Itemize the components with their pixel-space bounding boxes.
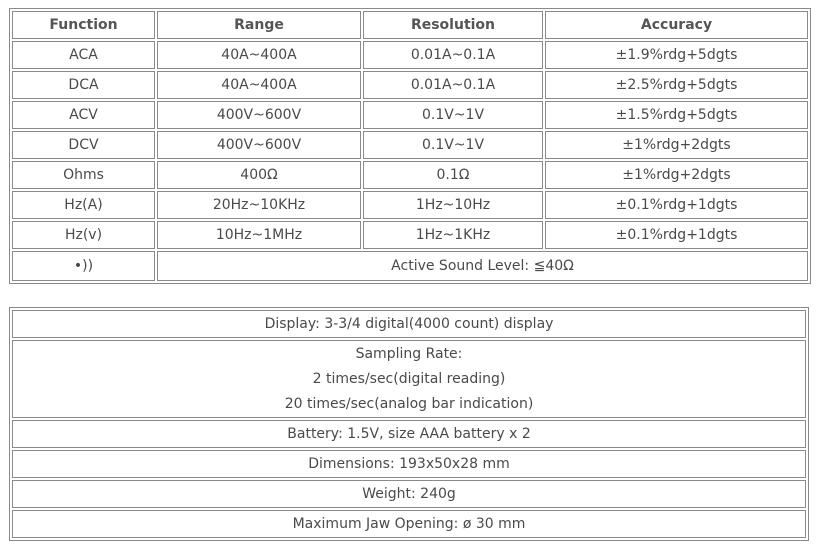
cell-range: 10Hz~1MHz bbox=[157, 221, 361, 249]
cell-resolution: 0.1Ω bbox=[363, 161, 543, 189]
cell-function: Ohms bbox=[12, 161, 155, 189]
cell-accuracy: ±2.5%rdg+5dgts bbox=[545, 71, 808, 99]
cell-function: ACA bbox=[12, 41, 155, 69]
cell-resolution: 0.1V~1V bbox=[363, 101, 543, 129]
jaw-opening-cell: Maximum Jaw Opening: ø 30 mm bbox=[12, 510, 806, 538]
table-row bbox=[12, 131, 808, 159]
table-row bbox=[12, 101, 808, 129]
weight-row bbox=[12, 480, 806, 508]
sampling-rate-digital: 2 times/sec(digital reading) bbox=[312, 370, 506, 387]
cell-accuracy: ±1%rdg+2dgts bbox=[545, 131, 808, 159]
display-cell: Display: 3-3/4 digital(4000 count) display bbox=[12, 310, 806, 338]
cell-range: 40A~400A bbox=[157, 41, 361, 69]
battery-row bbox=[12, 420, 806, 448]
dimensions-cell: Dimensions: 193x50x28 mm bbox=[12, 450, 806, 478]
cell-resolution: 1Hz~1KHz bbox=[363, 221, 543, 249]
table-row bbox=[12, 161, 808, 189]
header-range: Range bbox=[157, 11, 361, 39]
cell-accuracy: ±0.1%rdg+1dgts bbox=[545, 191, 808, 219]
dimensions-row bbox=[12, 450, 806, 478]
active-sound-level-cell: Active Sound Level: ≦40Ω bbox=[157, 251, 808, 281]
header-row bbox=[12, 11, 808, 39]
cell-accuracy: ±1.5%rdg+5dgts bbox=[545, 101, 808, 129]
cell-range: 40A~400A bbox=[157, 71, 361, 99]
cell-function: ACV bbox=[12, 101, 155, 129]
cell-range: 20Hz~10KHz bbox=[157, 191, 361, 219]
cell-function: DCV bbox=[12, 131, 155, 159]
header-accuracy: Accuracy bbox=[545, 11, 808, 39]
cell-accuracy: ±1.9%rdg+5dgts bbox=[545, 41, 808, 69]
cell-resolution: 0.1V~1V bbox=[363, 131, 543, 159]
sampling-rate-cell bbox=[12, 340, 806, 418]
cell-resolution: 0.01A~0.1A bbox=[363, 71, 543, 99]
cell-range: 400V~600V bbox=[157, 131, 361, 159]
table-row bbox=[12, 221, 808, 249]
battery-cell: Battery: 1.5V, size AAA battery x 2 bbox=[12, 420, 806, 448]
cell-resolution: 1Hz~10Hz bbox=[363, 191, 543, 219]
cell-range: 400V~600V bbox=[157, 101, 361, 129]
general-specifications-table bbox=[9, 307, 809, 541]
table-row bbox=[12, 41, 808, 69]
continuity-sound-icon: •)) bbox=[12, 251, 155, 281]
cell-function: DCA bbox=[12, 71, 155, 99]
cell-resolution: 0.01A~0.1A bbox=[363, 41, 543, 69]
cell-accuracy: ±1%rdg+2dgts bbox=[545, 161, 808, 189]
cell-function: Hz(A) bbox=[12, 191, 155, 219]
cell-accuracy: ±0.1%rdg+1dgts bbox=[545, 221, 808, 249]
header-resolution: Resolution bbox=[363, 11, 543, 39]
weight-cell: Weight: 240g bbox=[12, 480, 806, 508]
header-function: Function bbox=[12, 11, 155, 39]
sampling-rate-analog: 20 times/sec(analog bar indication) bbox=[284, 395, 534, 412]
sampling-rate-title: Sampling Rate: bbox=[355, 345, 463, 362]
continuity-row bbox=[12, 251, 808, 281]
cell-function: Hz(v) bbox=[12, 221, 155, 249]
display-row bbox=[12, 310, 806, 338]
table-row bbox=[12, 191, 808, 219]
jaw-opening-row bbox=[12, 510, 806, 538]
cell-range: 400Ω bbox=[157, 161, 361, 189]
sampling-rate-row bbox=[12, 340, 806, 418]
table-row bbox=[12, 71, 808, 99]
specifications-table bbox=[9, 8, 811, 284]
